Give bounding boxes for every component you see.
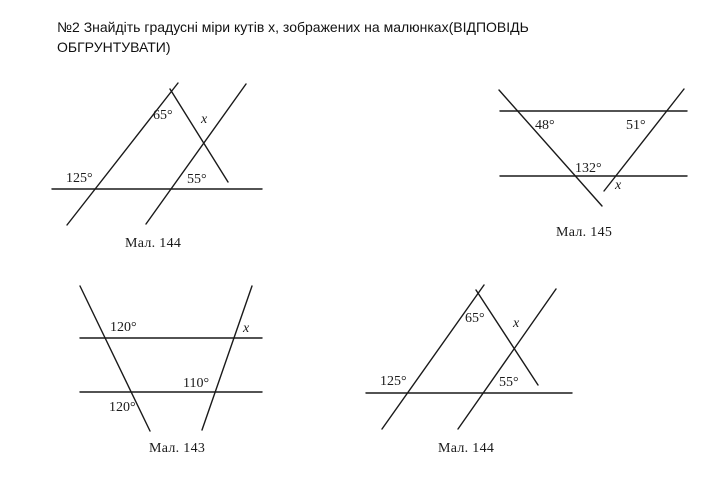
fig2-caption: Мал. 145 — [556, 225, 613, 240]
fig1-angle-a: 65° — [153, 108, 173, 123]
fig3-right-line — [202, 286, 252, 430]
figure-144-bottom — [366, 285, 572, 456]
fig3-angle-x: x — [243, 321, 250, 336]
fig3-angle-a: 120° — [110, 320, 137, 335]
fig2-angle-c: 132° — [575, 161, 602, 176]
fig1-caption: Мал. 144 — [125, 236, 182, 251]
fig4-angle-b: 125° — [380, 374, 407, 389]
task-title: №2 Знайдіть градусні міри кутів х, зображених на малюнках(ВІДПОВІДЬ ОБГРУНТУВАТИ) — [57, 19, 529, 55]
fig2-left-line — [499, 90, 602, 206]
fig4-angle-a: 65° — [465, 311, 485, 326]
fig3-angle-b: 120° — [109, 400, 136, 415]
fig1-angle-x: x — [201, 112, 208, 127]
fig4-caption: Мал. 144 — [438, 441, 495, 456]
fig4-angle-c: 55° — [499, 375, 519, 390]
figure-145 — [499, 89, 687, 240]
figure-144-top — [52, 83, 262, 251]
fig4-left-transversal — [382, 285, 484, 429]
fig4-crossing-line — [476, 290, 538, 385]
fig3-caption: Мал. 143 — [149, 441, 206, 456]
fig1-angle-b: 125° — [66, 171, 93, 186]
fig4-angle-x: x — [513, 316, 520, 331]
figure-143 — [80, 286, 262, 456]
fig1-crossing-line — [170, 89, 228, 182]
fig3-angle-c: 110° — [183, 376, 210, 391]
fig2-angle-b: 51° — [626, 118, 646, 133]
fig2-angle-x: x — [615, 178, 622, 193]
fig4-right-transversal — [458, 289, 556, 429]
fig1-angle-c: 55° — [187, 172, 207, 187]
fig2-angle-a: 48° — [535, 118, 555, 133]
